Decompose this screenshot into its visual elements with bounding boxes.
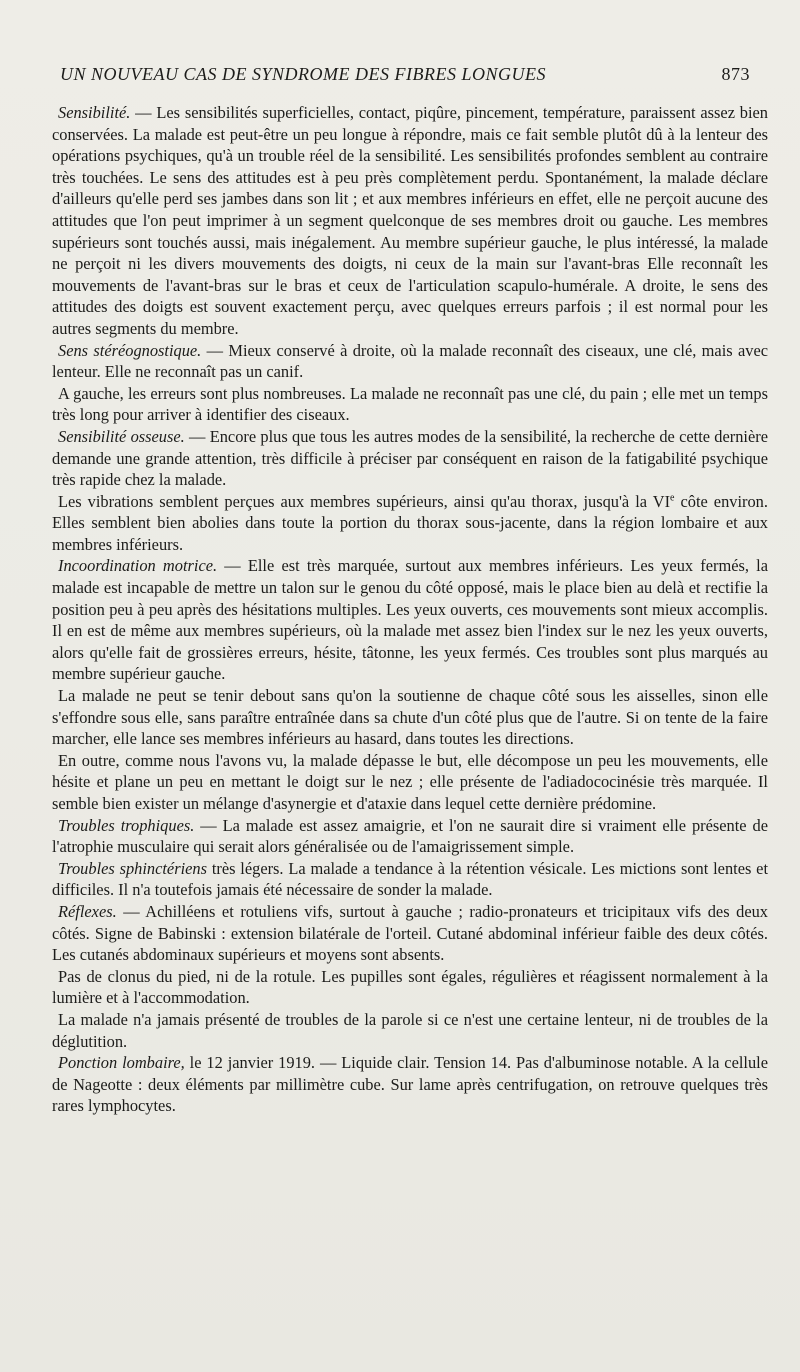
paragraph-heading: Sensibilité.: [58, 103, 131, 122]
paragraph-vibrations: [52, 491, 768, 556]
paragraph-text: Les vibrations semblent perçues aux membres supérieurs, ainsi qu'au thorax, jusqu'à la VI: [58, 491, 671, 511]
superscript: e: [670, 492, 675, 504]
paragraph-clonus: [52, 966, 768, 1009]
paragraph-sens-stereognostique: [52, 340, 768, 383]
paragraph-ponction-lombaire: [52, 1052, 768, 1117]
paragraph-text: La malade n'a jamais présenté de troubles de la parole si ce n'est une certaine lenteur, ni de troubles de la déglutition.: [52, 1009, 768, 1051]
paragraph-sensibilite-osseuse: [52, 426, 768, 491]
paragraph-text: — Encore plus que tous les autres modes de la sensibilité, la recherche de cette dernière demande une grande attention, très difficile à préciser par conséquent en raison de la fatigabilité psychique très rapide chez la malade.: [52, 426, 768, 490]
paragraph-text: — Les sensibilités superficielles, contact, piqûre, pincement, température, paraissent assez bien conservées. La malade est peut-être un peu longue à répondre, mais ce fait semble plutôt dû à la lenteur des opérations psychiques, qu'à un trouble réel de la sensibilité. Les sensibilités profondes semblent au contraire très touchées. Le sens des attitudes est à peu près complètement perdu. Spontanément, la malade déclare d'ailleurs qu'elle perd ses jambes dans son lit ; et aux membres inférieurs en effet, elle ne perçoit aucune des attitudes que l'on peut imprimer à un segment quelconque de ses membres droit ou gauche. Les membres supérieurs sont touchés aussi, mais inégalement. Au membre supérieur gauche, le plus intéressé, la malade ne perçoit ni les divers mouvements des doigts, ni ceux de la main sur l'avant-bras Elle reconnaît les mouvements de l'avant-bras sur le bras et ceux de l'articulation scapulo-humérale. A droite, le sens des attitudes des doigts est souvent exactement perçu, avec quelques erreurs parfois ; il est normal pour les autres segments du membre.: [52, 103, 768, 338]
paragraph-heading: Sensibilité osseuse.: [58, 426, 185, 446]
paragraph-text: — Elle est très marquée, surtout aux membres inférieurs. Les yeux fermés, la malade est incapable de mettre un talon sur le genou du côté opposé, mais le place bien au delà et rectifie la position peu à peu après des hésitations multiples. Les yeux ouverts, ces mouvements sont mieux accomplis. Il en est de même aux membres supérieurs, où la malade met assez bien l'index sur le nez les yeux ouverts, alors qu'elle fait de grossières erreurs, hésite, tâtonne, les yeux fermés. Ces troubles sont plus marqués au membre supérieur gauche.: [52, 556, 768, 684]
paragraph-incoordination-motrice: [52, 555, 768, 685]
running-title: UN NOUVEAU CAS DE SYNDROME DES FIBRES LONGUES: [60, 64, 546, 84]
paragraph-text: — La malade est assez amaigrie, et l'on ne saurait dire si vraiment elle présente de l'atrophie musculaire qui serait alors généralisée ou de l'amaigrissement simple.: [52, 815, 768, 857]
paragraph-troubles-sphincteriens: [52, 858, 768, 901]
paragraph-text: La malade ne peut se tenir debout sans qu'on la soutienne de chaque côté sous les aisselles, sinon elle s'effondre sous elle, sans paraître entraînée dans sa chute d'un côté plus que de l'autre. Si on tente de la faire marcher, elle lance ses membres inférieurs au hasard, dans toutes les directions.: [52, 686, 768, 749]
paragraph-heading: Réflexes.: [58, 901, 117, 921]
page-number: 873: [721, 64, 750, 84]
paragraph-heading: Ponction lombaire,: [58, 1053, 185, 1073]
paragraph-troubles-trophiques: [52, 815, 768, 858]
paragraph-text-continued: côte environ. Elles semblent bien abolies dans toute la portion du thorax sous-jacente, dans la région lombaire et aux membres inférieurs.: [52, 491, 768, 554]
paragraph-heading: Troubles sphinctériens: [58, 858, 207, 878]
paragraph-text: très légers. La malade a tendance à la rétention vésicale. Les mictions sont lentes et difficiles. Il n'a toutefois jamais été nécessaire de sonder la malade.: [52, 858, 768, 900]
paragraph-a-gauche: [52, 383, 768, 426]
running-header: [60, 64, 750, 86]
paragraph-text: — Achilléens et rotuliens vifs, surtout à gauche ; radio-pronateurs et tricipitaux vifs des deux côtés. Signe de Babinski : extension bilatérale de l'orteil. Cutané abdominal inférieur faible des deux côtés. Les cutanés abdominaux supérieurs et moyens sont absents.: [52, 901, 768, 965]
paragraph-heading: Sens stéréognostique.: [58, 340, 202, 360]
paragraph-heading: Troubles trophiques.: [58, 815, 195, 835]
paragraph-parole: [52, 1009, 768, 1052]
paragraph-text: En outre, comme nous l'avons vu, la malade dépasse le but, elle décompose un peu les mouvements, elle hésite et plane un peu en mettant le doigt sur le nez ; elle présente de l'adiadococinésie très marquée. Il semble bien exister un mélange d'asynergie et d'ataxie dans lequel cette dernière prédomine.: [52, 750, 768, 813]
body-text: [52, 102, 768, 1117]
paragraph-heading: Incoordination motrice.: [58, 556, 218, 576]
paragraph-sensibilite: [52, 102, 768, 340]
paragraph-station-debout: [52, 685, 768, 750]
paragraph-text: le 12 janvier 1919. — Liquide clair. Tension 14. Pas d'albuminose notable. A la cellule de Nageotte : deux éléments par millimètre cube. Sur lame après centrifugation, on retrouve quelques très rares lymphocytes.: [52, 1053, 768, 1116]
paragraph-text: — Mieux conservé à droite, où la malade reconnaît des ciseaux, une clé, mais avec lenteur. Elle ne reconnaît pas un canif.: [52, 340, 768, 382]
paragraph-en-outre: [52, 750, 768, 815]
paragraph-text: Pas de clonus du pied, ni de la rotule. Les pupilles sont égales, régulières et réagissent normalement à la lumière et à l'accommodation.: [52, 966, 768, 1008]
paragraph-reflexes: [52, 901, 768, 966]
paragraph-text: A gauche, les erreurs sont plus nombreuses. La malade ne reconnaît pas une clé, du pain ; elle met un temps très long pour arriver à identifier des ciseaux.: [52, 383, 768, 425]
